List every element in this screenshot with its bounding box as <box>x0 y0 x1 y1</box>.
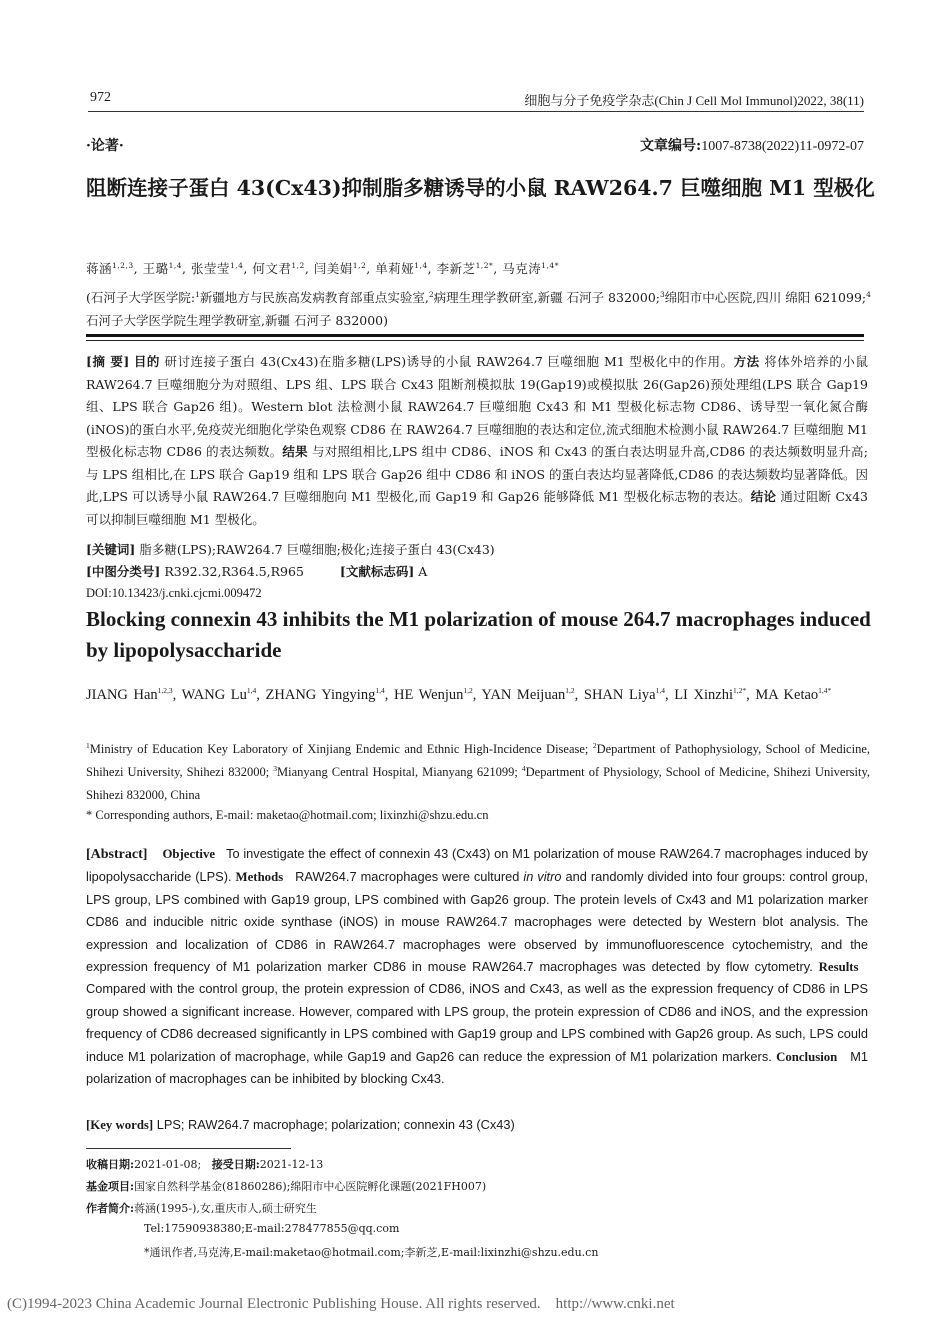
cn-author: 张莹莹$^{1,4}$ <box>190 260 244 276</box>
cn-title: 阻断连接子蛋白 43(Cx43)抑制脂多糖诱导的小鼠 RAW264.7 巨噬细胞 M1 型极化 <box>86 176 875 200</box>
en-affiliation: $^1$Ministry of Education Key Laboratory of Xinjiang Endemic and Ethnic High-Incidence Disease; $^2$Department of Pathophysiology, School of Medicine, Shihezi University, Shihezi 832000; $^3$Mianyang Central Hospital, Mianyang 621099; $^4$Department of Physiology, School of Medicine, Shihezi University, Shihezi 832000, China <box>86 740 871 802</box>
article-number-value: 1007-8738(2022)11-0972-07 <box>701 139 864 154</box>
en-author: ZHANG Yingying$^{1,4}$ <box>265 686 385 703</box>
footnote-correspondence: *通讯作者,马克涛,E-mail:maketao@hotmail.com;李新芝,E-mail:lixinzhi@shzu.edu.cn <box>144 1246 599 1259</box>
cn-author: 单莉娅$^{1,4}$ <box>375 260 428 276</box>
copyright-watermark: (C)1994-2023 China Academic Journal Electronic Publishing House. All rights reserved. http://www.cnki.net <box>7 1296 675 1312</box>
en-authors: JIANG Han$^{1,2,3}$, WANG Lu$^{1,4}$, ZHANG Yingying$^{1,4}$, HE Wenjun$^{1,2}$, YAN Meijuan$^{1,2}$, SHAN Liya$^{1,4}$, LI Xinzhi$^{1,2*}$, MA Ketao$^{1,4*}$ <box>86 686 832 703</box>
page-number: 972 <box>90 90 111 105</box>
cn-affiliation: (石河子大学医学院:$^1$新疆地方与民族高发病教育部重点实验室,$^2$病理生理学教研室,新疆 石河子 832000;$^3$绵阳市中心医院,四川 绵阳 621099;$^4$石河子大学医学院生理学教研室,新疆 石河子 832000) <box>86 289 871 328</box>
en-abstract-label: [Abstract] <box>86 847 148 862</box>
en-keywords: [Key words] LPS; RAW264.7 macrophage; polarization; connexin 43 (Cx43) <box>86 1117 515 1132</box>
section-label: ·论著· <box>86 138 124 154</box>
doi: DOI:10.13423/j.cnki.cjcmi.009472 <box>86 586 262 600</box>
cn-author: 李新芝$^{1,2*}$ <box>436 260 494 276</box>
en-title: Blocking connexin 43 inhibits the M1 polarization of mouse 264.7 macrophages induced by lipopolysaccharide <box>86 607 871 662</box>
cn-author: 蒋涵$^{1,2,3}$ <box>86 260 134 276</box>
cn-abstract-label: [摘 要] <box>86 354 130 369</box>
journal-citation: 细胞与分子免疫学杂志(Chin J Cell Mol Immunol)2022, 38(11) <box>524 93 864 108</box>
article-number-label: 文章编号: <box>640 138 702 154</box>
divider-thin <box>86 340 864 341</box>
footnote-rule <box>86 1148 291 1149</box>
cn-author: 马克涛$^{1,4*}$ <box>502 260 559 276</box>
cn-abstract: [摘 要] 目的 研讨连接子蛋白 43(Cx43)在脂多糖(LPS)诱导的小鼠 RAW264.7 巨噬细胞 M1 型极化中的作用。方法 将体外培养的小鼠 RAW264.7 巨噬细胞分为对照组、LPS 组、LPS 联合 Cx43 阻断剂模拟肽 19(Gap19)或模拟肽 26(Gap26)预处理组(LPS 联合 Gap19 组、LPS 联合 Gap26 组)。Western blot 法检测小鼠 RAW264.7 巨噬细胞 Cx43 和 M1 型极化标志物 CD86、诱导型一氧化氮合酶(iNOS)的蛋白水平,免疫荧光细胞化学染色观察 CD86 在 RAW264.7 巨噬细胞的表达和定位,流式细胞术检测小鼠 RAW264.7 巨噬细胞 M1 型极化标志物 CD86 的表达频数。结果 与对照组相比,LPS 组中 CD86、iNOS 和 Cx43 的蛋白表达明显升高,CD86 的表达频数明显升高;与 LPS 组相比,在 LPS 联合 Gap19 组和 LPS 联合 Gap26 组中 CD86 和 iNOS 的蛋白表达均显著降低,CD86 的表达频数均显著降低。因此,LPS 可以诱导小鼠 RAW264.7 巨噬细胞向 M1 型极化,而 Gap19 和 Gap26 能够降低 M1 型极化标志物的表达。结论 通过阻断 Cx43 可以抑制巨噬细胞 M1 型极化。 <box>86 354 868 527</box>
en-author: LI Xinzhi$^{1,2*}$ <box>674 686 747 703</box>
en-author: MA Ketao$^{1,4*}$ <box>755 686 832 703</box>
cn-authors: 蒋涵$^{1,2,3}$, 王璐$^{1,4}$, 张莹莹$^{1,4}$, 何文君$^{1,2}$, 闫美娟$^{1,2}$, 单莉娅$^{1,4}$, 李新芝$^{1,2*}$, 马克涛$^{1,4*}$ <box>86 260 559 276</box>
footnote-fund: 基金项目:国家自然科学基金(81860286);绵阳市中心医院孵化课题(2021FH007) <box>86 1180 487 1193</box>
cn-author: 何文君$^{1,2}$ <box>252 260 305 276</box>
cn-keywords: [关键词] 脂多糖(LPS);RAW264.7 巨噬细胞;极化;连接子蛋白 43(Cx43) <box>86 542 495 557</box>
article-number <box>640 135 864 155</box>
en-author: WANG Lu$^{1,4}$ <box>181 686 257 703</box>
en-corresponding: * Corresponding authors, E-mail: maketao@hotmail.com; lixinzhi@shzu.edu.cn <box>86 808 489 822</box>
cn-author: 闫美娟$^{1,2}$ <box>313 260 367 276</box>
en-author: JIANG Han$^{1,2,3}$ <box>86 686 173 703</box>
cn-author: 王璐$^{1,4}$ <box>142 260 183 276</box>
cn-classification: [中图分类号] R392.32,R364.5,R965 [文献标志码] A <box>86 564 428 579</box>
en-abstract: [Abstract] Objective To investigate the effect of connexin 43 (Cx43) on M1 polarization of mouse RAW264.7 macrophages induced by lipopolysaccharide (LPS). Methods RAW264.7 macrophages were cultured in vitro and randomly divided into four groups: control group, LPS group, LPS combined with Gap19 group, LPS combined with Gap26 group. The protein levels of Cx43 and M1 polarization marker CD86 and inducible nitric oxide synthase (iNOS) in mouse RAW264.7 macrophages were detected by Western blot analysis. The expression and localization of CD86 in RAW264.7 macrophages were observed by immunofluorescence cytochemistry, and the expression frequency of M1 polarization marker CD86 in mouse RAW264.7 macrophages was detected by flow cytometry. Results Compared with the control group, the protein expression of CD86, iNOS and Cx43, as well as the expression frequency of CD86 in LPS group showed a significant increase. However, compared with LPS group, the protein expression of CD86 and iNOS, and the expression frequency of CD86 decreased significantly in LPS combined with Gap19 group and LPS combined with Gap26 group. As such, LPS could induce M1 polarization of macrophage, while Gap19 and Gap26 can reduce the expression of M1 polarization markers. Conclusion M1 polarization of macrophages can be inhibited by blocking Cx43. <box>86 846 869 1087</box>
en-author: SHAN Liya$^{1,4}$ <box>583 686 665 703</box>
en-author: HE Wenjun$^{1,2}$ <box>393 686 473 703</box>
en-author: YAN Meijuan$^{1,2}$ <box>481 686 575 703</box>
footnote-dates: 收稿日期:2021-01-08; 接受日期:2021-12-13 <box>86 1158 324 1171</box>
header-rule <box>88 111 864 112</box>
footnote-author: 作者简介:蒋涵(1995-),女,重庆市人,硕士研究生 <box>86 1202 317 1215</box>
footnote-contact: Tel:17590938380;E-mail:278477855@qq.com <box>144 1222 400 1235</box>
divider-thick <box>86 334 864 337</box>
